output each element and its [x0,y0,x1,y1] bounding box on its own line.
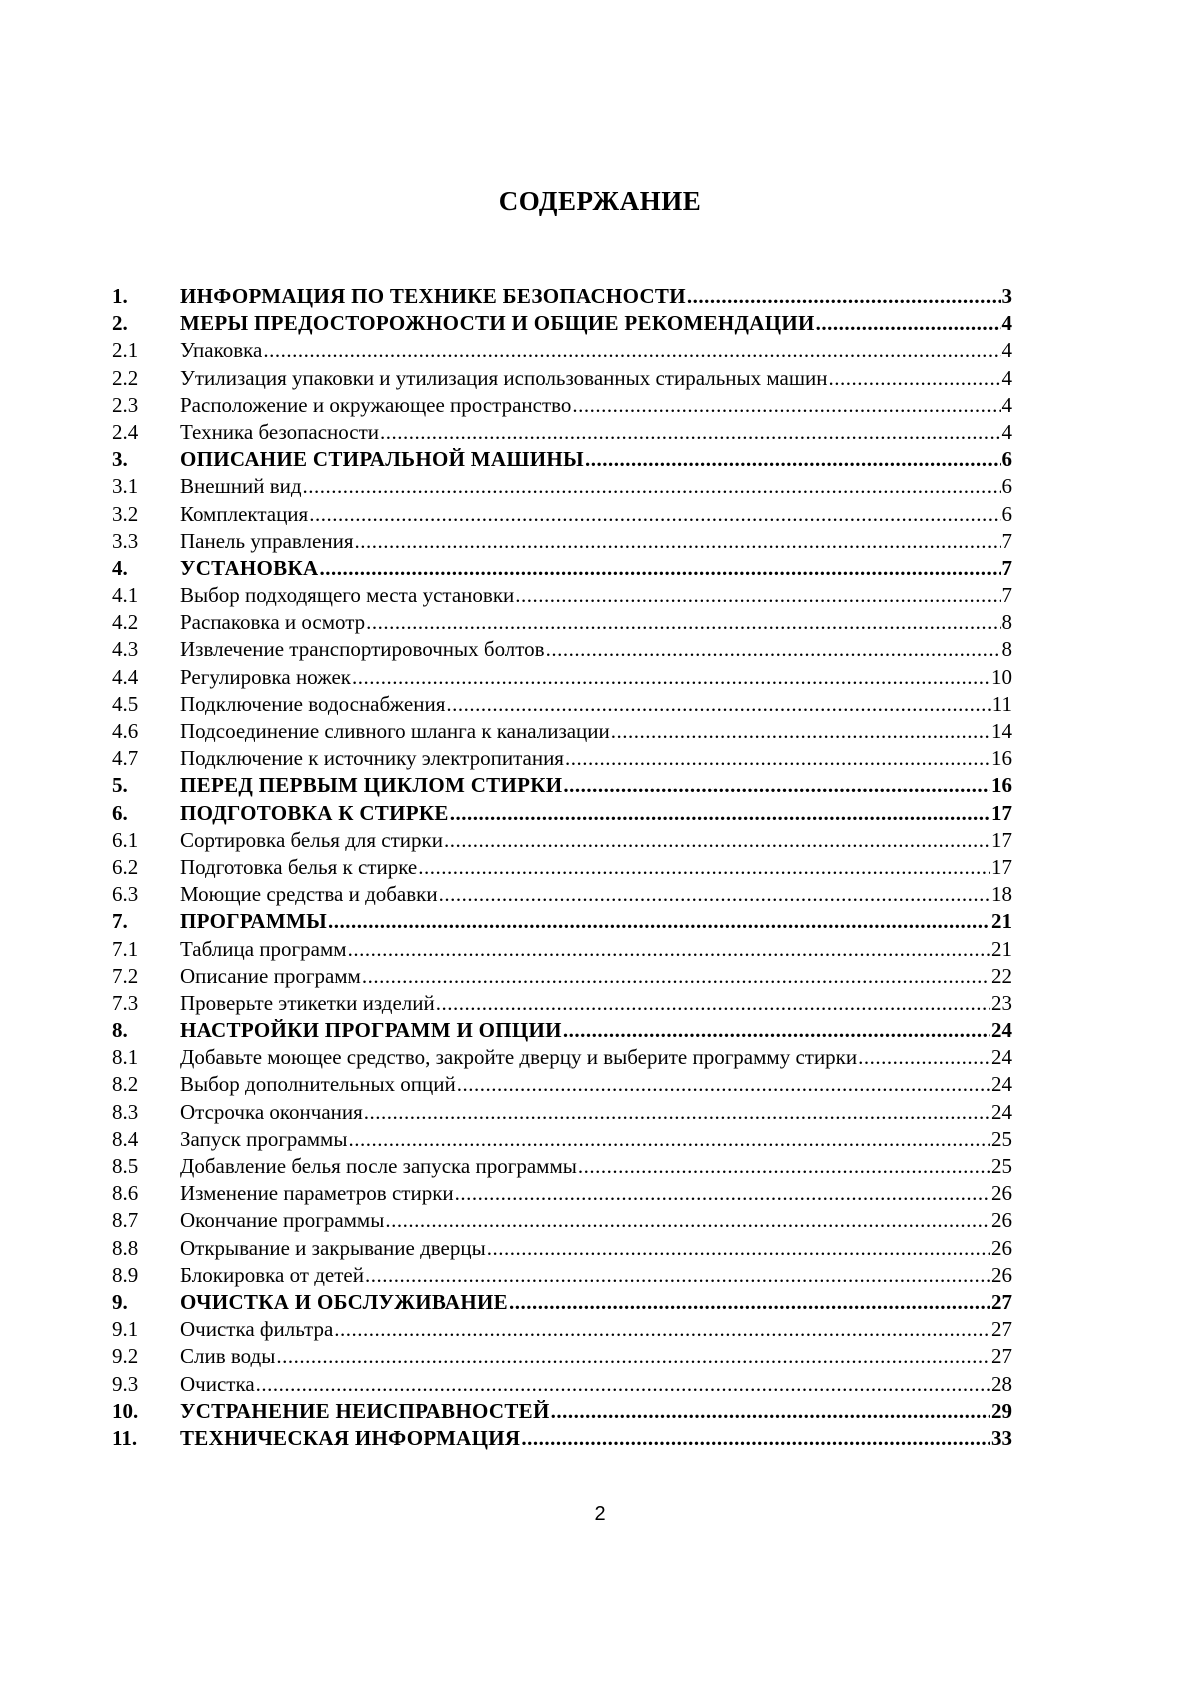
toc-entry-label: УСТРАНЕНИЕ НЕИСПРАВНОСТЕЙ [180,1398,550,1423]
toc-entry-number: 9.2 [112,1344,139,1369]
toc-dot-leader [309,501,1000,528]
toc-entry-label: Сортировка белья для стирки [180,827,443,852]
toc-dot-leader [457,1071,990,1098]
toc-entry-label: Добавьте моющее средство, закройте дверцу и выберите программу стирки [180,1045,858,1070]
toc-entry-number: 8.3 [112,1099,139,1124]
toc-entry-page: 27 [991,1317,1012,1342]
toc-subsection-entry [112,528,1012,555]
toc-section-entry [112,555,1012,582]
toc-dot-leader [611,718,990,745]
toc-entry-page: 4 [1001,311,1012,336]
toc-section-entry [112,1017,1012,1044]
toc-entry-number: 7. [112,909,128,934]
toc-entry-page: 11 [991,691,1012,716]
toc-subsection-entry [112,936,1012,963]
toc-entry-label: Изменение параметров стирки [180,1181,454,1206]
toc-entry-page: 14 [991,719,1012,743]
toc-entry-number: 8.1 [112,1045,139,1070]
page-number: 2 [594,1503,606,1525]
toc-dot-leader [450,800,990,827]
toc-entry-label: Панель управления [180,528,354,553]
toc-entry-number: 2.4 [112,419,139,444]
toc-dot-leader [355,528,1001,555]
toc-subsection-entry [112,582,1012,609]
toc-subsection-entry [112,1343,1012,1370]
toc-entry-label: Слив воды [180,1344,276,1369]
toc-entry-number: 3.3 [112,528,139,553]
toc-entry-number: 5. [112,773,128,798]
toc-entry-page: 4 [1001,419,1012,444]
toc-entry-number: 4.7 [112,746,139,771]
toc-subsection-entry [112,745,1012,772]
toc-subsection-entry [112,1044,1012,1071]
toc-subsection-entry [112,854,1012,881]
toc-entry-page: 17 [991,854,1012,879]
toc-entry-number: 9.3 [112,1371,139,1396]
toc-entry-page: 6 [1001,474,1012,499]
toc-entry-label: Моющие средства и добавки [180,882,438,907]
toc-entry-number: 9.1 [112,1317,139,1342]
toc-subsection-entry [112,473,1012,500]
toc-entry-label: Утилизация упаковки и утилизация использованных стиральных машин [180,365,828,390]
toc-entry-number: 6.1 [112,827,139,852]
toc-entry-number: 3.2 [112,501,139,526]
toc-entry-label: Выбор подходящего места установки [180,583,515,608]
toc-entry-label: Очистка фильтра [180,1317,334,1342]
toc-entry-page: 7 [1001,555,1012,580]
toc-entry-number: 7.2 [112,963,139,988]
toc-dot-leader [444,827,990,854]
toc-entry-number: 2.2 [112,365,139,390]
toc-subsection-entry [112,337,1012,364]
toc-entry-page: 16 [991,773,1012,798]
toc-dot-leader [487,1235,990,1262]
toc-entry-label: Подключение водоснабжения [180,691,446,716]
toc-entry-label: Извлечение транспортировочных болтов [180,637,545,662]
toc-entry-number: 9. [112,1289,128,1314]
toc-entry-number: 3.1 [112,474,139,499]
toc-subsection-entry [112,1180,1012,1207]
toc-entry-label: ТЕХНИЧЕСКАЯ ИНФОРМАЦИЯ [180,1425,521,1450]
toc-dot-leader [348,936,990,963]
toc-entry-label: ИНФОРМАЦИЯ ПО ТЕХНИКЕ БЕЗОПАСНОСТИ [180,284,686,308]
toc-entry-label: Подсоединение сливного шланга к канализации [180,719,610,743]
toc-entry-page: 26 [991,1208,1012,1233]
toc-entry-page: 21 [991,936,1012,961]
toc-entry-page: 23 [991,990,1012,1015]
toc-entry-label: Расположение и окружающее пространство [180,392,572,417]
toc-entry-page: 6 [1001,501,1012,526]
toc-entry-number: 2.3 [112,392,139,417]
toc-entry-label: Регулировка ножек [180,664,351,689]
toc-dot-leader [858,1044,990,1071]
toc-entry-number: 4.4 [112,664,139,689]
toc-subsection-entry [112,664,1012,691]
toc-entry-number: 3. [112,447,128,472]
table-of-contents [112,283,1012,1452]
toc-entry-page: 27 [991,1289,1012,1314]
toc-dot-leader [348,1126,990,1153]
toc-dot-leader [328,908,990,935]
toc-section-entry [112,446,1012,473]
toc-dot-leader [572,392,1000,419]
toc-entry-number: 4.1 [112,583,139,608]
toc-entry-label: Проверьте этикетки изделий [180,990,435,1015]
toc-section-entry [112,310,1012,337]
toc-entry-label: Открывание и закрывание дверцы [180,1235,486,1260]
toc-entry-page: 26 [991,1235,1012,1260]
toc-dot-leader [551,1398,990,1425]
toc-subsection-entry [112,990,1012,1017]
toc-entry-label: Подготовка белья к стирке [180,854,418,879]
toc-subsection-entry [112,827,1012,854]
toc-dot-leader [446,691,990,718]
toc-entry-page: 27 [991,1344,1012,1369]
toc-entry-number: 7.1 [112,936,139,961]
toc-entry-page: 24 [991,1045,1012,1070]
toc-entry-number: 7.3 [112,990,139,1015]
toc-section-entry [112,1425,1012,1452]
toc-entry-page: 29 [991,1398,1012,1423]
toc-entry-page: 24 [991,1099,1012,1124]
toc-dot-leader [366,609,1000,636]
toc-entry-number: 1. [112,284,128,308]
toc-dot-leader [256,1371,990,1398]
toc-entry-page: 4 [1001,365,1012,390]
toc-dot-leader [418,854,990,881]
toc-entry-number: 4.5 [112,691,139,716]
toc-entry-number: 2. [112,311,128,336]
toc-dot-leader [563,1017,990,1044]
toc-entry-label: Блокировка от детей [180,1262,364,1287]
toc-dot-leader [436,990,990,1017]
toc-entry-label: Внешний вид [180,474,302,499]
toc-entry-number: 8.4 [112,1126,139,1151]
toc-entry-label: ОЧИСТКА И ОБСЛУЖИВАНИЕ [180,1289,508,1314]
toc-entry-page: 25 [991,1154,1012,1178]
toc-subsection-entry [112,419,1012,446]
toc-dot-leader [364,1099,990,1126]
toc-entry-page: 4 [1001,338,1012,363]
toc-entry-number: 8.8 [112,1235,139,1260]
toc-entry-number: 8.7 [112,1208,139,1233]
toc-subsection-entry [112,1207,1012,1234]
toc-dot-leader [828,365,1000,392]
toc-dot-leader [585,446,1001,473]
toc-dot-leader [578,1153,990,1180]
toc-entry-label: Распаковка и осмотр [180,610,366,635]
toc-entry-number: 2.1 [112,338,139,363]
toc-dot-leader [263,337,1000,364]
toc-entry-page: 8 [1001,610,1012,635]
toc-dot-leader [546,636,1001,663]
toc-subsection-entry [112,1099,1012,1126]
toc-subsection-entry [112,501,1012,528]
toc-entry-number: 8. [112,1018,128,1043]
toc-entry-number: 4. [112,555,128,580]
toc-subsection-entry [112,392,1012,419]
toc-entry-number: 8.6 [112,1181,139,1206]
toc-subsection-entry [112,1316,1012,1343]
toc-dot-leader [509,1289,990,1316]
toc-entry-page: 24 [991,1018,1012,1043]
toc-subsection-entry [112,636,1012,663]
toc-entry-number: 8.2 [112,1072,139,1097]
toc-entry-page: 8 [1001,637,1012,662]
toc-entry-number: 8.5 [112,1154,139,1178]
toc-entry-number: 6.3 [112,882,139,907]
toc-subsection-entry [112,1071,1012,1098]
toc-entry-page: 26 [991,1262,1012,1287]
toc-entry-page: 3 [1001,284,1012,308]
toc-entry-label: Комплектация [180,501,309,526]
toc-dot-leader [380,419,1000,446]
toc-entry-number: 4.2 [112,610,139,635]
toc-dot-leader [565,745,990,772]
toc-entry-page: 17 [991,800,1012,825]
toc-entry-label: Выбор дополнительных опций [180,1072,456,1097]
toc-entry-label: Отсрочка окончания [180,1099,363,1124]
toc-dot-leader [352,664,990,691]
toc-entry-number: 4.3 [112,637,139,662]
toc-entry-label: УСТАНОВКА [180,555,319,580]
toc-subsection-entry [112,963,1012,990]
toc-dot-leader [276,1343,990,1370]
toc-entry-label: Техника безопасности [180,419,380,444]
toc-entry-page: 10 [991,664,1012,689]
toc-entry-label: Добавление белья после запуска программы [180,1154,577,1178]
toc-entry-number: 8.9 [112,1262,139,1287]
toc-entry-page: 26 [991,1181,1012,1206]
toc-section-entry [112,1289,1012,1316]
toc-entry-page: 33 [991,1425,1012,1450]
toc-entry-label: ОПИСАНИЕ СТИРАЛЬНОЙ МАШИНЫ [180,447,584,472]
toc-section-entry [112,772,1012,799]
toc-entry-number: 4.6 [112,719,139,743]
toc-section-entry [112,908,1012,935]
toc-entry-number: 6. [112,800,128,825]
toc-dot-leader [439,881,990,908]
toc-entry-page: 17 [991,827,1012,852]
toc-entry-page: 22 [991,963,1012,988]
toc-entry-label: Окончание программы [180,1208,385,1233]
toc-dot-leader [362,963,990,990]
toc-entry-label: МЕРЫ ПРЕДОСТОРОЖНОСТИ И ОБЩИЕ РЕКОМЕНДАЦИИ [180,311,815,336]
toc-subsection-entry [112,365,1012,392]
toc-entry-label: Запуск программы [180,1126,348,1151]
toc-entry-page: 6 [1001,447,1012,472]
toc-entry-label: Подключение к источнику электропитания [180,746,564,771]
toc-entry-number: 11. [112,1425,138,1450]
toc-subsection-entry [112,1371,1012,1398]
toc-subsection-entry [112,718,1012,745]
toc-dot-leader [319,555,1000,582]
toc-entry-label: НАСТРОЙКИ ПРОГРАММ И ОПЦИИ [180,1018,562,1043]
toc-subsection-entry [112,1262,1012,1289]
toc-dot-leader [816,310,1001,337]
toc-entry-page: 7 [1001,528,1012,553]
toc-subsection-entry [112,1235,1012,1262]
toc-entry-page: 28 [991,1371,1012,1396]
toc-section-entry [112,283,1012,310]
toc-entry-page: 21 [991,909,1012,934]
toc-dot-leader [455,1180,990,1207]
toc-dot-leader [365,1262,990,1289]
toc-dot-leader [303,473,1001,500]
toc-dot-leader [515,582,1000,609]
page-title: СОДЕРЖАНИЕ [498,186,702,216]
toc-dot-leader [385,1207,990,1234]
toc-entry-label: ПРОГРАММЫ [180,909,328,934]
toc-subsection-entry [112,609,1012,636]
toc-entry-number: 10. [112,1398,139,1423]
toc-subsection-entry [112,1153,1012,1180]
toc-entry-page: 7 [1001,583,1012,608]
toc-subsection-entry [112,1126,1012,1153]
toc-entry-label: Очистка [180,1371,255,1396]
toc-section-entry [112,1398,1012,1425]
toc-subsection-entry [112,881,1012,908]
toc-entry-label: ПЕРЕД ПЕРВЫМ ЦИКЛОМ СТИРКИ [180,773,563,798]
toc-entry-label: Упаковка [180,338,263,363]
toc-entry-label: ПОДГОТОВКА К СТИРКЕ [180,800,449,825]
toc-entry-label: Описание программ [180,963,361,988]
toc-dot-leader [334,1316,990,1343]
toc-entry-page: 16 [991,746,1012,771]
toc-dot-leader [521,1425,990,1452]
toc-dot-leader [563,772,990,799]
toc-subsection-entry [112,691,1012,718]
toc-entry-label: Таблица программ [180,936,347,961]
toc-entry-page: 4 [1001,392,1012,417]
toc-entry-page: 24 [991,1072,1012,1097]
toc-entry-number: 6.2 [112,854,139,879]
toc-dot-leader [687,283,1001,310]
toc-section-entry [112,800,1012,827]
toc-entry-page: 25 [991,1126,1012,1151]
toc-entry-page: 18 [991,882,1012,907]
